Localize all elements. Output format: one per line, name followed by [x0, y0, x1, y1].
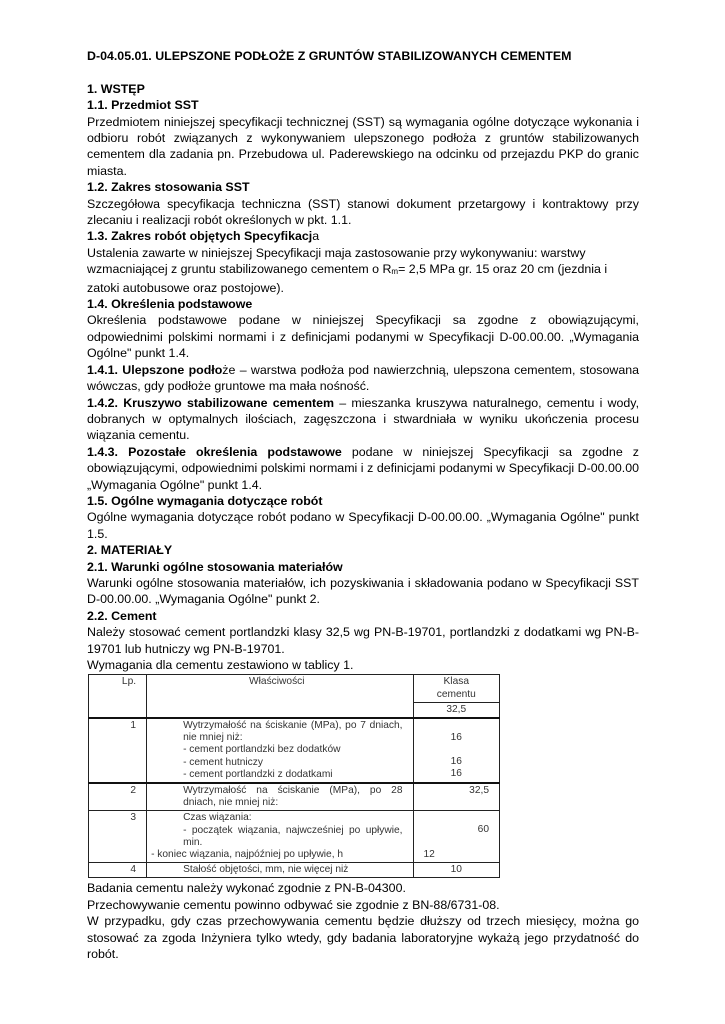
row-1-value-2: 16 — [450, 756, 462, 768]
row-1-properties — [147, 718, 413, 783]
row-3-value-1: 60 — [477, 824, 489, 836]
row-3-properties — [147, 811, 413, 863]
header-properties: Właściwości — [147, 675, 413, 718]
section-1-3-heading-tail: a — [312, 229, 320, 244]
row-4-properties: Stałość objętości, mm, nie więcej niż — [147, 863, 413, 878]
section-1-1-text: Przedmiotem niniejszej specyfikacji technicznej (SST) są wymagania ogólne dotyczące wykonania i odbioru robót związanych z wykonywaniem ulepszonego podłoża z gruntów stabilizowanych cementem dla zadania pn. Przebudowa ul. Paderewskiego na odcinku od przejazdu PKP do granic miasta. — [87, 114, 639, 178]
table-row — [89, 783, 500, 811]
row-3-line-2: - początek wiązania, najwcześniej po upływie, min. — [183, 824, 403, 848]
row-1-value-3: 16 — [450, 768, 462, 780]
section-1-heading: 1. WSTĘP — [87, 81, 145, 96]
header-class — [413, 675, 499, 702]
definition-1-4-2-text: – mieszanka kruszywa naturalnego, cementu i wody, dobranych w optymalnych ilościach, zagęszczona i stwardniała w wyniku ukończenia procesu wiązania cementu. — [87, 395, 640, 443]
section-2-2-heading: 2.2. Cement — [87, 608, 157, 623]
definition-1-4-2 — [87, 395, 639, 444]
row-2-properties — [147, 783, 413, 811]
row-1-value-1: 16 — [450, 732, 462, 744]
row-4-lp: 4 — [89, 863, 147, 878]
section-1-3-text-a: Ustalenia zawarte w niniejszej Specyfikacji maja zastosowanie przy wykonywaniu: warstwy wzmacniającej z gruntu stabilizowanego cementem o R — [87, 245, 586, 277]
section-2-1-heading: 2.1. Warunki ogólne stosowania materiałów — [87, 559, 343, 574]
table-row — [89, 718, 500, 783]
definition-1-4-1-text: – warstwa podłoża pod nawierzchnią, ulepszona cementem, stosowana wówczas, gdy podłoże gruntowe ma mała nośność. — [87, 362, 639, 394]
row-3-line-3: - koniec wiązania, najpóźniej po upływie, h — [151, 849, 344, 861]
table-intro: Wymagania dla cementu zestawiono w tablicy 1. — [87, 658, 354, 673]
row-3-lp: 3 — [89, 811, 147, 863]
table-row — [89, 811, 500, 863]
row-1-lp: 1 — [89, 718, 147, 783]
document-title: D-04.05.01. ULEPSZONE PODŁOŻE Z GRUNTÓW STABILIZOWANYCH CEMENTEM — [87, 49, 572, 63]
section-2-heading: 2. MATERIAŁY — [87, 543, 173, 558]
after-table-p2: Przechowywanie cementu powinno odbywać sie zgodnie z BN-88/6731-08. — [87, 897, 500, 912]
section-2-2-text: Należy stosować cement portlandzki klasy 32,5 wg PN-B-19701, portlandzki z dodatkami wg PN-B-19701 lub hutniczy wg PN-B-19701. — [87, 625, 639, 656]
definition-1-4-3-term: 1.4.3. Pozostałe określenia podstawowe — [87, 444, 342, 459]
header-class-value: 32,5 — [413, 702, 499, 718]
section-1-5-text: Ogólne wymagania dotyczące robót podano w Specyfikacji D-00.00.00. „Wymagania Ogólne" punkt 1.5. — [87, 510, 639, 541]
row-2-lp: 2 — [89, 783, 147, 811]
row-1-line-2: - cement portlandzki bez dodatków — [183, 744, 341, 756]
cement-requirements-table — [88, 674, 500, 878]
section-1-3-heading — [87, 228, 639, 244]
definition-1-4-1 — [87, 362, 639, 395]
row-1-line-4: - cement portlandzki z dodatkami — [183, 768, 333, 780]
section-1-1-heading: 1.1. Przedmiot SST — [87, 98, 199, 113]
section-1-2-heading: 1.2. Zakres stosowania SST — [87, 180, 250, 195]
section-1-3-heading-bold: 1.3. Zakres robót objętych Specyfikacj — [87, 229, 313, 244]
row-3-value-2: 12 — [423, 848, 435, 860]
row-4-value: 10 — [413, 863, 499, 878]
header-class-line1: Klasa — [443, 676, 469, 688]
definition-1-4-3-text: podane w niniejszej Specyfikacji sa zgodne z obowiązującymi, odpowiednimi polskimi normami i z definicjami podanymi w Specyfikacji D-00.00.00 „Wymagania Ogólne" punkt 1.4. — [87, 444, 639, 492]
row-2-line-1: Wytrzymałość na ściskanie (MPa), po 28 dniach, nie mniej niż: — [183, 785, 403, 809]
definition-1-4-2-term: 1.4.2. Kruszywo stabilizowane cementem — [87, 395, 335, 410]
definition-1-4-3 — [87, 444, 639, 493]
section-1-4-heading: 1.4. Określenia podstawowe — [87, 297, 253, 312]
section-1-4-text: Określenia podstawowe podane w niniejszej Specyfikacji sa zgodne z obowiązującymi, odpowiednimi polskimi normami i z definicjami podanymi w Specyfikacji D-00.00.00. „Wymagania Ogólne" punkt 1.4. — [87, 313, 639, 361]
header-lp: Lp. — [89, 675, 147, 718]
section-1-2-text: Szczegółowa specyfikacja techniczna (SST) stanowi dokument przetargowy i kontraktowy przy zlecaniu i realizacji robót określonych w pkt. 1.1. — [87, 196, 639, 228]
table-row — [89, 863, 500, 878]
subscript-m: m — [391, 267, 399, 277]
definition-1-4-1-term: 1.4.1. Ulepszone podło — [87, 362, 223, 377]
definition-1-4-1-term-tail: że — [222, 362, 236, 377]
row-1-line-3: - cement hutniczy — [183, 756, 263, 768]
row-2-value: 32,5 — [413, 783, 499, 811]
row-1-line-1: Wytrzymałość na ściskanie (MPa), po 7 dniach, nie mniej niż: — [183, 720, 403, 744]
row-3-line-1: Czas wiązania: — [183, 812, 252, 824]
document-page — [87, 48, 639, 963]
section-1-3-text-b: = 2,5 MPa gr. 15 oraz 20 cm (jezdnia i zatoki autobusowe oraz postojowe). — [87, 262, 608, 295]
row-3-values — [413, 811, 499, 863]
after-table-p1: Badania cementu należy wykonać zgodnie z PN-B-04300. — [87, 881, 406, 896]
header-class-line2: cementu — [436, 688, 476, 700]
section-2-1-text: Warunki ogólne stosowania materiałów, ich pozyskiwania i składowania podano w Specyfikacji SST D-00.00.00. „Wymagania Ogólne" punkt 2. — [87, 575, 639, 607]
row-1-values — [413, 718, 499, 783]
after-table-p3: W przypadku, gdy czas przechowywania cementu będzie dłuższy od trzech miesięcy, można go stosować za zgoda Inżyniera tylko wtedy, gdy badania laboratoryjne wykażą jego przydatność do robót. — [87, 914, 639, 962]
section-1-3-text — [87, 245, 639, 296]
table-header-row — [89, 675, 500, 702]
section-1-5-heading: 1.5. Ogólne wymagania dotyczące robót — [87, 493, 323, 508]
